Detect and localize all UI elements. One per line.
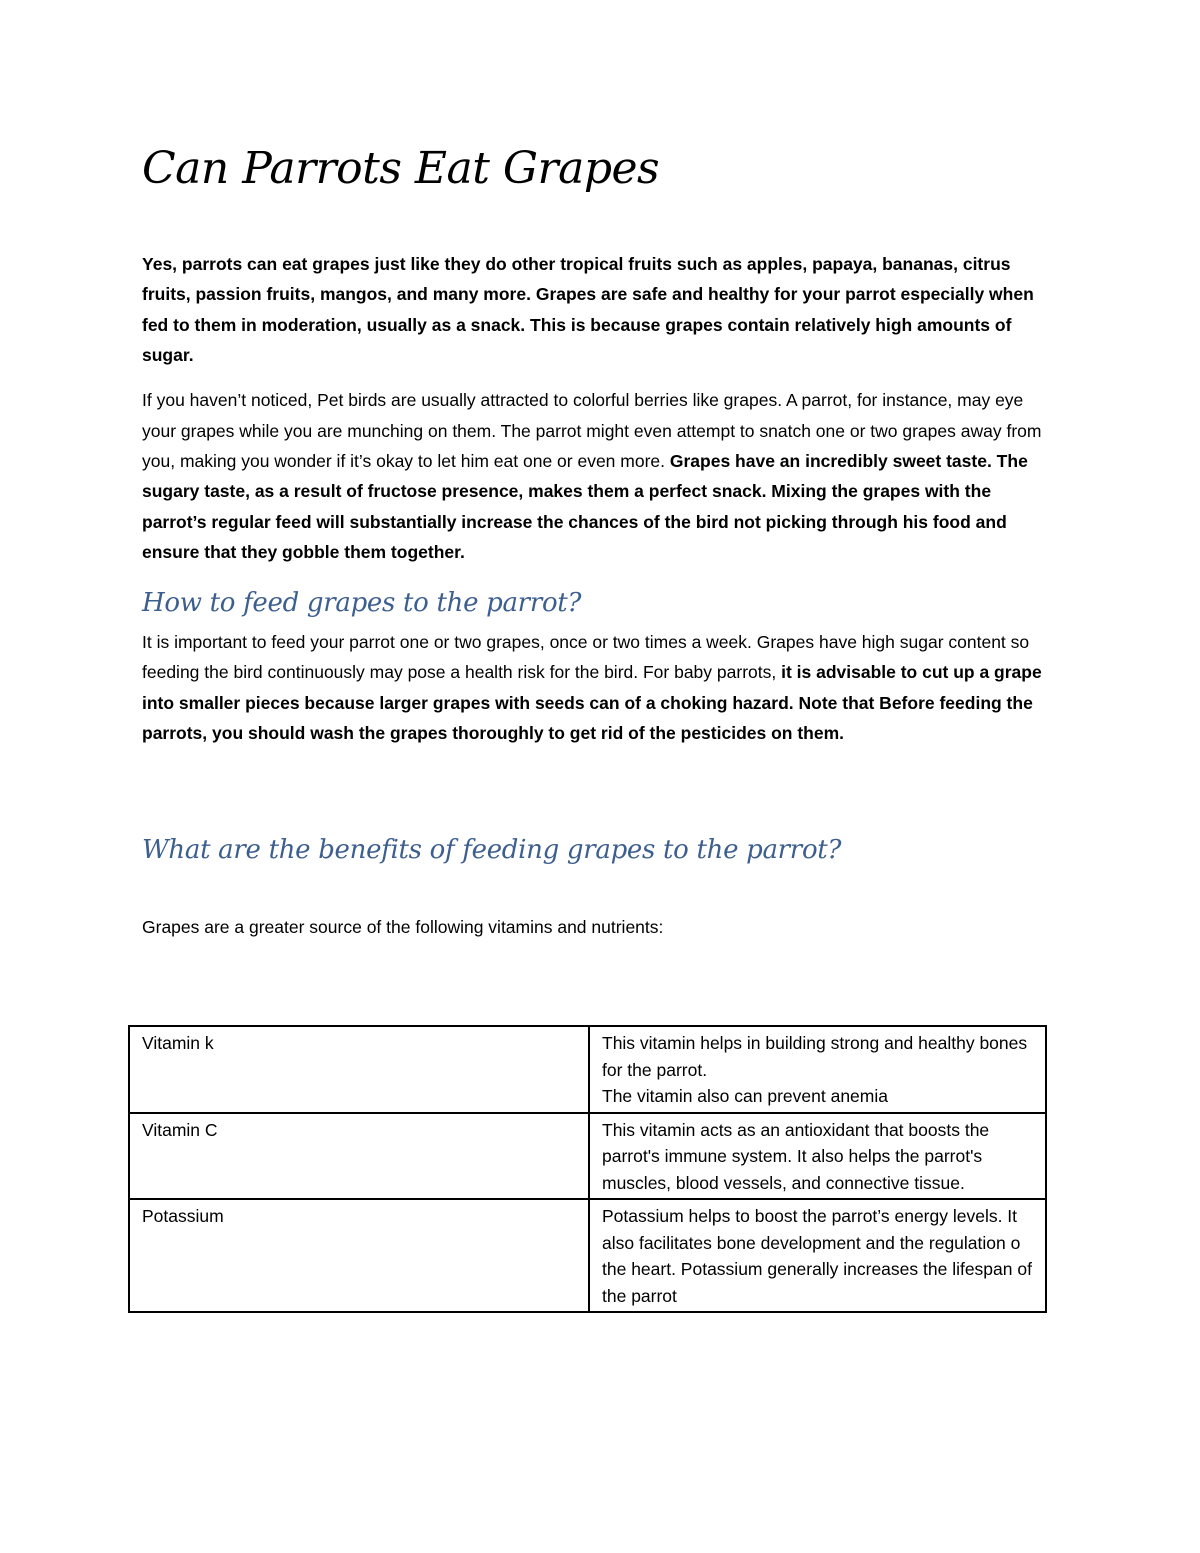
document-title: Can Parrots Eat Grapes [142, 143, 660, 194]
attraction-paragraph [142, 385, 1052, 567]
feeding-heading: How to feed grapes to the parrot? [142, 588, 582, 619]
attraction-bold-text: Grapes have an incredibly sweet taste. The sugary taste, as a result of fructose presence, makes them a perfect snack. Mixing the grapes with the parrot’s regular feed will substantially increase the chances of the bird not picking through his food and ensure that they gobble them together. [142, 450, 1028, 562]
table-row [129, 1199, 1046, 1312]
feeding-paragraph [142, 627, 1052, 748]
table-row [129, 1113, 1046, 1200]
feeding-bold-text: it is advisable to cut up a grape into smaller pieces because larger grapes with seeds can of a choking hazard. Note that Before feeding the parrots, you should wash the grapes thoroughly to get rid of the pesticides on them. [142, 662, 1042, 743]
nutrient-name: Potassium [129, 1199, 589, 1312]
nutrient-description: This vitamin acts as an antioxidant that boosts the parrot's immune system. It also helps the parrot's muscles, blood vessels, and connective tissue. [589, 1113, 1046, 1200]
nutrient-description: Potassium helps to boost the parrot’s energy levels. It also facilitates bone development and the regulation o the heart. Potassium generally increases the lifespan of the parrot [589, 1199, 1046, 1312]
description-line: The vitamin also can prevent anemia [602, 1086, 888, 1106]
table-row [129, 1026, 1046, 1113]
nutrient-name: Vitamin k [129, 1026, 589, 1113]
document-body [142, 140, 1052, 957]
nutrients-table [128, 1025, 1047, 1313]
nutrient-name: Vitamin C [129, 1113, 589, 1200]
description-line: This vitamin helps in building strong and healthy bones for the parrot. [602, 1033, 1028, 1080]
benefits-heading: What are the benefits of feeding grapes to the parrot? [142, 835, 842, 866]
intro-paragraph: Yes, parrots can eat grapes just like they do other tropical fruits such as apples, papaya, bananas, citrus fruits, passion fruits, mangos, and many more. Grapes are safe and healthy for your parrot especially when fed to them in moderation, usually as a snack. This is because grapes contain relatively high amounts of sugar. [142, 254, 1034, 366]
nutrient-description [589, 1026, 1046, 1113]
table-intro: Grapes are a greater source of the following vitamins and nutrients: [142, 916, 664, 937]
attraction-text: If you haven’t noticed, Pet birds are usually attracted to colorful berries like grapes. A parrot, for instance, may eye your grapes while you are munching on them. The parrot might even attempt to snatch one or two grapes away from you, making you wonder if it’s okay to let him eat one or even more. [142, 390, 1042, 471]
feeding-text: It is important to feed your parrot one or two grapes, once or two times a week. Grapes have high sugar content so feeding the bird continuously may pose a health risk for the bird. For baby parrots, [142, 631, 1030, 683]
